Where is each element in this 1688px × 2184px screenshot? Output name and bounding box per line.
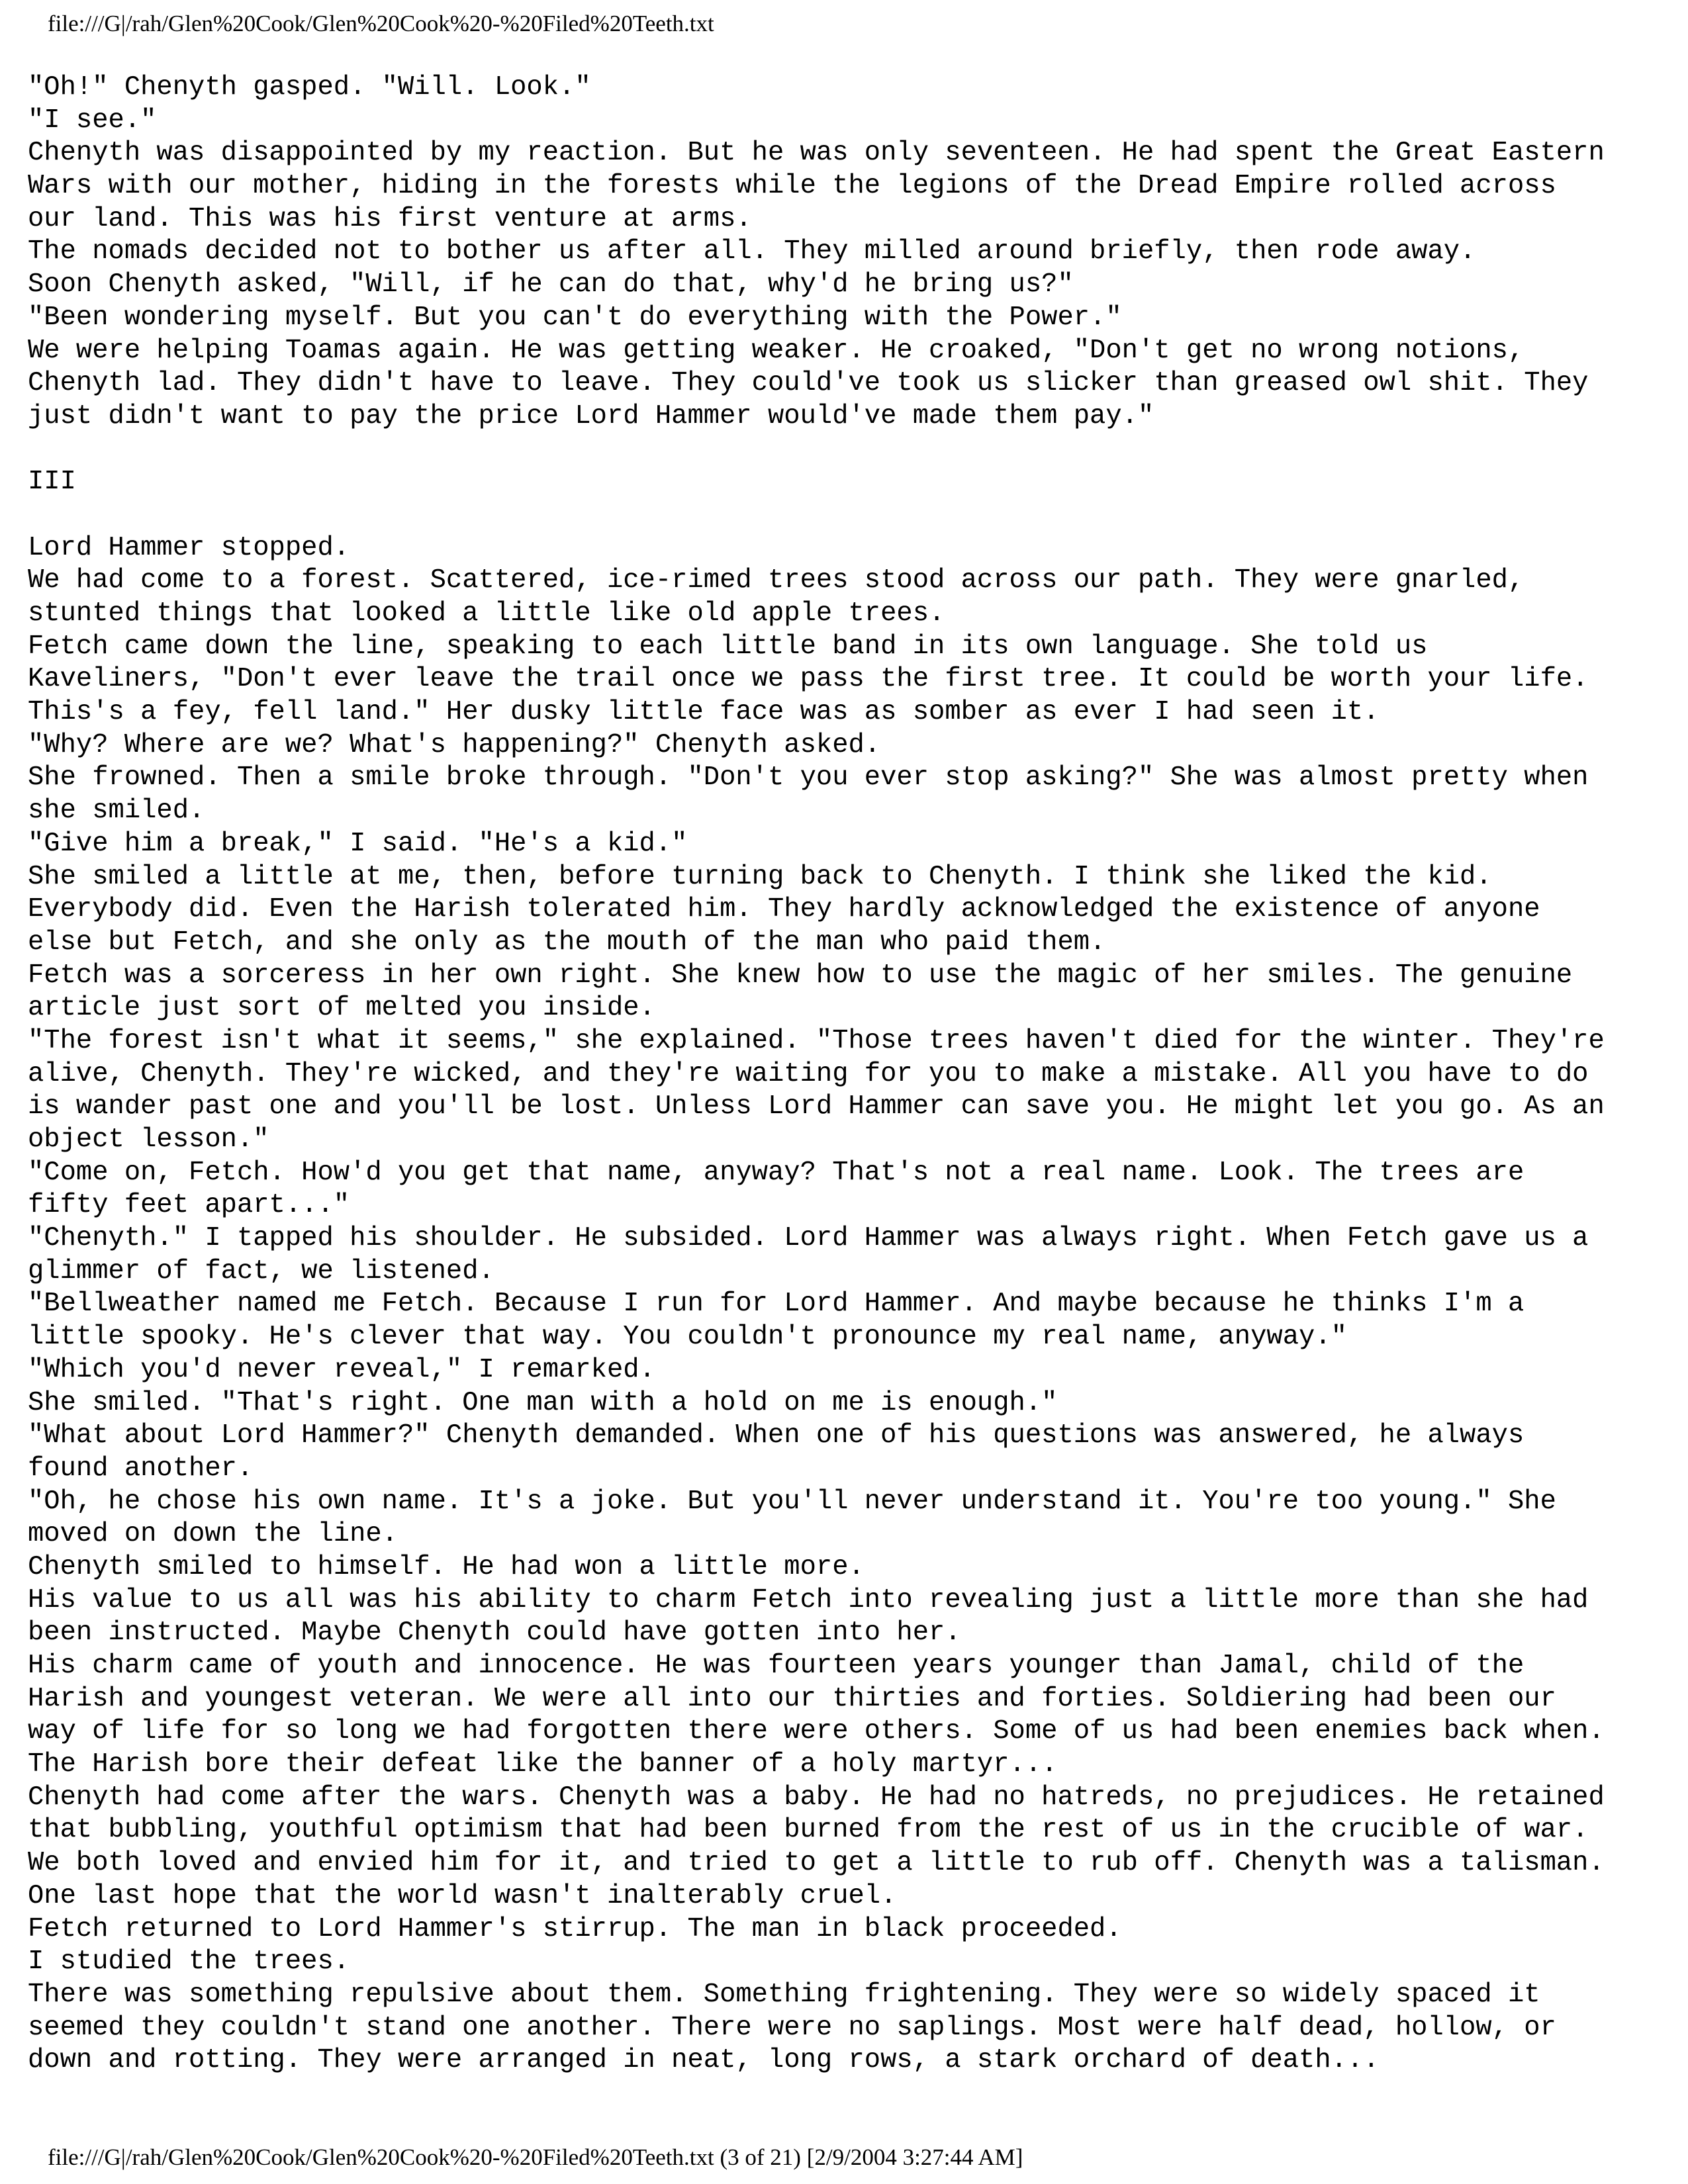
text-line: Lord Hammer stopped. (28, 532, 350, 563)
text-line: I studied the trees. (28, 1946, 350, 1978)
text-line: Soon Chenyth asked, "Will, if he can do that, why'd he bring us?" (28, 269, 1074, 300)
text-line: His value to us all was his ability to charm Fetch into revealing just a little more than she had (28, 1584, 1589, 1615)
text-line: "Come on, Fetch. How'd you get that name, anyway? That's not a real name. Look. The trees are (28, 1157, 1524, 1188)
text-line: His charm came of youth and innocence. He was fourteen years younger than Jamal, child of the (28, 1651, 1524, 1681)
text-line: Fetch was a sorceress in her own right. She knew how to use the magic of her smiles. The genuine (28, 960, 1573, 991)
text-line: Fetch came down the line, speaking to each little band in its own language. She told us (28, 631, 1428, 662)
text-line: She smiled. "That's right. One man with a hold on me is enough." (28, 1387, 1058, 1418)
text-line: "Been wondering myself. But you can't do everything with the Power." (28, 302, 1122, 333)
text-line: little spooky. He's clever that way. You couldn't pronounce my real name, anyway." (28, 1322, 1347, 1353)
text-line: Harish and youngest veteran. We were all into our thirties and forties. Soldiering had been our (28, 1683, 1556, 1714)
text-line: She smiled a little at me, then, before turning back to Chenyth. I think she liked the kid. (28, 861, 1492, 892)
text-line: stunted things that looked a little like old apple trees. (28, 598, 945, 629)
text-line: We had come to a forest. Scattered, ice-rimed trees stood across our path. They were gnarled, (28, 565, 1524, 596)
text-line (28, 499, 1663, 532)
text-line: This's a fey, fell land." Her dusky little face was as somber as ever I had seen it. (28, 697, 1380, 728)
text-line: found another. (28, 1453, 254, 1484)
text-line: Chenyth had come after the wars. Chenyth was a baby. He had no hatreds, no prejudices. He retained (28, 1782, 1605, 1813)
text-line: "Oh!" Chenyth gasped. "Will. Look." (28, 72, 591, 103)
text-line: she smiled. (28, 796, 205, 827)
document-body (28, 71, 1663, 2077)
text-line: The Harish bore their defeat like the banner of a holy martyr... (28, 1749, 1058, 1780)
text-line: Wars with our mother, hiding in the forests while the legions of the Dread Empire rolled across (28, 171, 1556, 202)
text-line: else but Fetch, and she only as the mouth of the man who paid them. (28, 927, 1106, 958)
text-line: that bubbling, youthful optimism that had been burned from the rest of us in the crucible of war. (28, 1815, 1589, 1846)
text-line: Chenyth smiled to himself. He had won a little more. (28, 1551, 865, 1582)
text-line: seemed they couldn't stand one another. There were no saplings. Most were half dead, hollow, or (28, 2012, 1556, 2043)
text-line: "I see." (28, 105, 157, 136)
text-line: just didn't want to pay the price Lord Hammer would've made them pay." (28, 400, 1154, 432)
text-line: "Give him a break," I said. "He's a kid." (28, 828, 688, 859)
page-header-url: file:///G|/rah/Glen%20Cook/Glen%20Cook%20-%20Filed%20Teeth.txt (48, 11, 714, 36)
text-line: our land. This was his first venture at arms. (28, 203, 752, 234)
text-line: "Why? Where are we? What's happening?" Chenyth asked. (28, 729, 881, 760)
text-line: Kaveliners, "Don't ever leave the trail once we pass the first tree. It could be worth your life. (28, 664, 1589, 695)
text-line: alive, Chenyth. They're wicked, and they're waiting for you to make a mistake. All you have to do (28, 1058, 1589, 1089)
text-line (28, 433, 1663, 467)
text-line: fifty feet apart..." (28, 1190, 350, 1221)
text-line: One last hope that the world wasn't inalterably cruel. (28, 1880, 897, 1911)
text-line: There was something repulsive about them. Something frightening. They were so widely spaced it (28, 1979, 1540, 2010)
text-line: "Oh, he chose his own name. It's a joke. But you'll never understand it. You're too young." She (28, 1486, 1556, 1517)
text-line: We were helping Toamas again. He was getting weaker. He croaked, "Don't get no wrong notions, (28, 335, 1524, 366)
text-line: down and rotting. They were arranged in neat, long rows, a stark orchard of death... (28, 2045, 1380, 2076)
text-line: The nomads decided not to bother us after all. They milled around briefly, then rode away. (28, 236, 1476, 267)
text-line: "The forest isn't what it seems," she explained. "Those trees haven't died for the winter. They're (28, 1025, 1605, 1056)
text-line: article just sort of melted you inside. (28, 993, 655, 1024)
page-footer: file:///G|/rah/Glen%20Cook/Glen%20Cook%20-%20Filed%20Teeth.txt (3 of 21) [2/9/2004 3:27:44 AM] (48, 2144, 1023, 2170)
text-line: Fetch returned to Lord Hammer's stirrup. The man in black proceeded. (28, 1913, 1122, 1944)
text-line: been instructed. Maybe Chenyth could have gotten into her. (28, 1617, 961, 1649)
text-line: moved on down the line. (28, 1519, 398, 1550)
text-line: object lesson." (28, 1124, 269, 1155)
text-line: glimmer of fact, we listened. (28, 1255, 494, 1287)
text-line: Chenyth was disappointed by my reaction. But he was only seventeen. He had spent the Great Eastern (28, 138, 1605, 169)
text-line: We both loved and envied him for it, and tried to get a little to rub off. Chenyth was a talisman. (28, 1848, 1605, 1879)
text-line: She frowned. Then a smile broke through. "Don't you ever stop asking?" She was almost pretty when (28, 762, 1589, 794)
text-line: "What about Lord Hammer?" Chenyth demanded. When one of his questions was answered, he always (28, 1420, 1524, 1451)
text-line: "Bellweather named me Fetch. Because I run for Lord Hammer. And maybe because he thinks I'm a (28, 1289, 1524, 1320)
text-line: way of life for so long we had forgotten there were others. Some of us had been enemies back when. (28, 1716, 1605, 1747)
text-line: III (28, 467, 76, 498)
text-line: "Chenyth." I tapped his shoulder. He subsided. Lord Hammer was always right. When Fetch gave us a (28, 1223, 1589, 1254)
text-line: "Which you'd never reveal," I remarked. (28, 1354, 655, 1385)
text-line: Everybody did. Even the Harish tolerated him. They hardly acknowledged the existence of anyone (28, 894, 1540, 925)
text-line: is wander past one and you'll be lost. Unless Lord Hammer can save you. He might let you go. As an (28, 1091, 1605, 1122)
text-line: Chenyth lad. They didn't have to leave. They could've took us slicker than greased owl shit. They (28, 368, 1589, 399)
